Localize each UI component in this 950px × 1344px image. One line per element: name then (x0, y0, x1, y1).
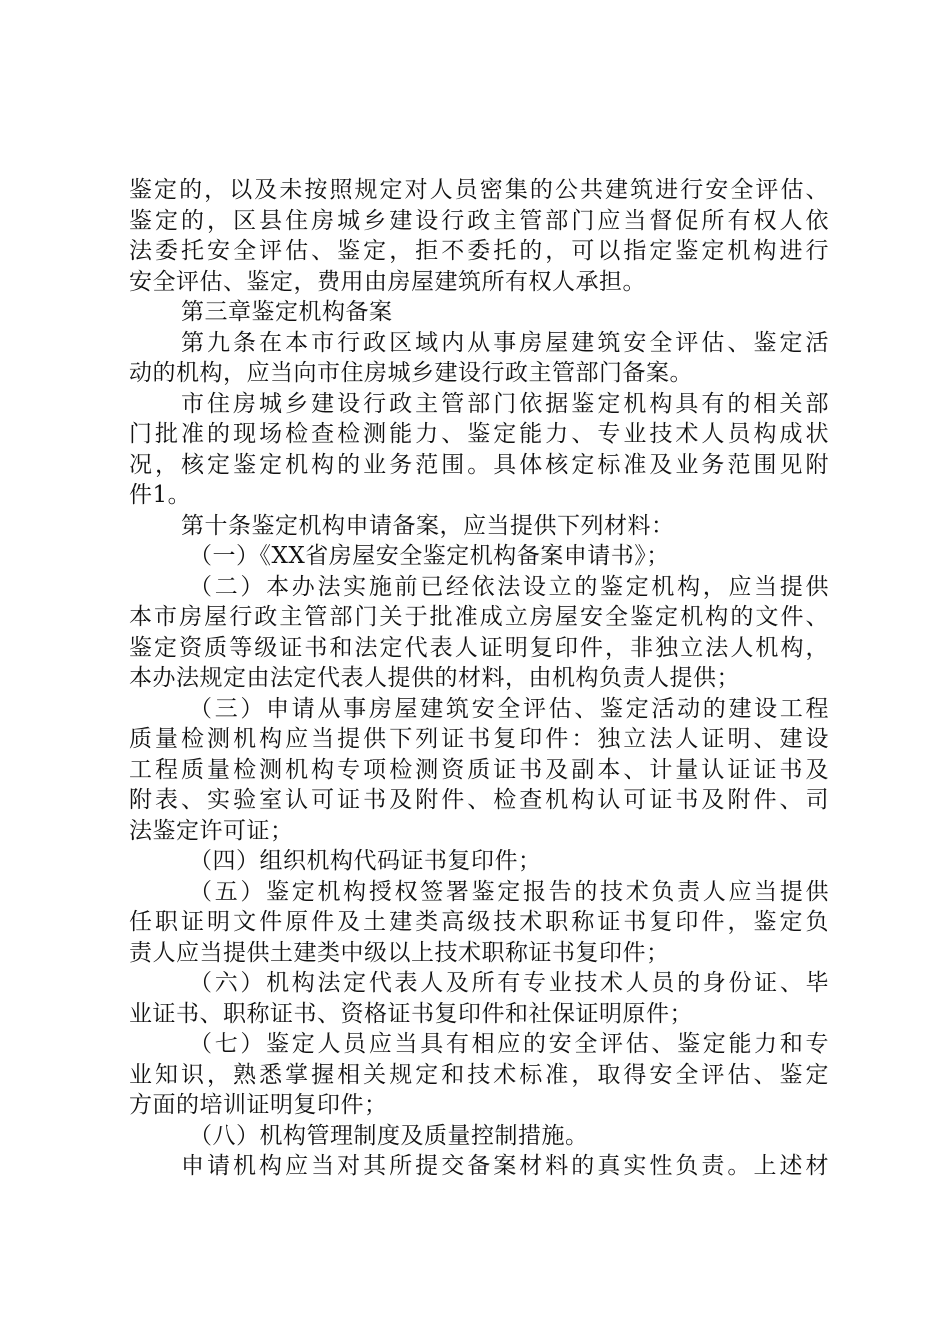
text-line: 鉴定资质等级证书和法定代表人证明复印件，非独立法人机构， (129, 634, 829, 661)
text-line: 责人应当提供土建类中级以上技术职称证书复印件； (129, 939, 670, 966)
text-line: （三）申请从事房屋建筑安全评估、鉴定活动的建设工程 (189, 695, 829, 722)
document-body (129, 175, 829, 1182)
text-line: （八）机构管理制度及质量控制措施。 (189, 1122, 589, 1149)
text-line: 业知识，熟悉掌握相关规定和技术标准，取得安全评估、鉴定 (129, 1061, 829, 1088)
text-line: 件1。 (129, 482, 192, 508)
text-line: （五）鉴定机构授权签署鉴定报告的技术负责人应当提供 (189, 878, 829, 905)
text-line: 法鉴定许可证； (129, 817, 294, 844)
text-line: 鉴定的，以及未按照规定对人员密集的公共建筑进行安全评估、 (129, 177, 829, 203)
text-line: 任职证明文件原件及土建类高级技术职称证书复印件，鉴定负 (129, 909, 829, 935)
text-line: 况，核定鉴定机构的业务范围。具体核定标准及业务范围见附 (129, 451, 829, 478)
text-line: （二）本办法实施前已经依法设立的鉴定机构，应当提供 (189, 573, 829, 600)
text-line: 第三章鉴定机构备案 (181, 299, 393, 325)
text-line: 门批准的现场检查检测能力、鉴定能力、专业技术人员构成状 (129, 421, 829, 447)
text-line: 附表、实验室认可证书及附件、检查机构认可证书及附件、司 (129, 787, 829, 813)
text-line: 第九条在本市行政区域内从事房屋建筑安全评估、鉴定活 (181, 329, 829, 356)
text-line: 市住房城乡建设行政主管部门依据鉴定机构具有的相关部 (181, 390, 829, 417)
text-line: 业证书、职称证书、资格证书复印件和社保证明原件； (129, 1000, 693, 1027)
text-line: 第十条鉴定机构申请备案，应当提供下列材料： (181, 512, 675, 539)
text-line: 安全评估、鉴定，费用由房屋建筑所有权人承担。 (129, 268, 646, 295)
text-line: （六）机构法定代表人及所有专业技术人员的身份证、毕 (189, 970, 829, 996)
text-line: 质量检测机构应当提供下列证书复印件：独立法人证明、建设 (129, 726, 829, 752)
text-line: 鉴定的，区县住房城乡建设行政主管部门应当督促所有权人依 (129, 207, 829, 234)
text-line: 法委托安全评估、鉴定，拒不委托的，可以指定鉴定机构进行 (129, 238, 829, 264)
text-line: 申请机构应当对其所提交备案材料的真实性负责。上述材 (181, 1153, 829, 1179)
text-line: 本市房屋行政主管部门关于批准成立房屋安全鉴定机构的文件、 (129, 604, 829, 630)
text-line: 动的机构，应当向市住房城乡建设行政主管部门备案。 (129, 360, 693, 386)
text-line: 工程质量检测机构专项检测资质证书及副本、计量认证证书及 (129, 756, 829, 783)
text-line: （七）鉴定人员应当具有相应的安全评估、鉴定能力和专 (189, 1031, 829, 1057)
text-line: （四）组织机构代码证书复印件； (189, 848, 542, 874)
text-line: 本办法规定由法定代表人提供的材料，由机构负责人提供； (129, 665, 740, 691)
text-line: 方面的培训证明复印件； (129, 1092, 388, 1118)
text-line: （一）《XX省房屋安全鉴定机构备案申请书》； (189, 543, 670, 569)
